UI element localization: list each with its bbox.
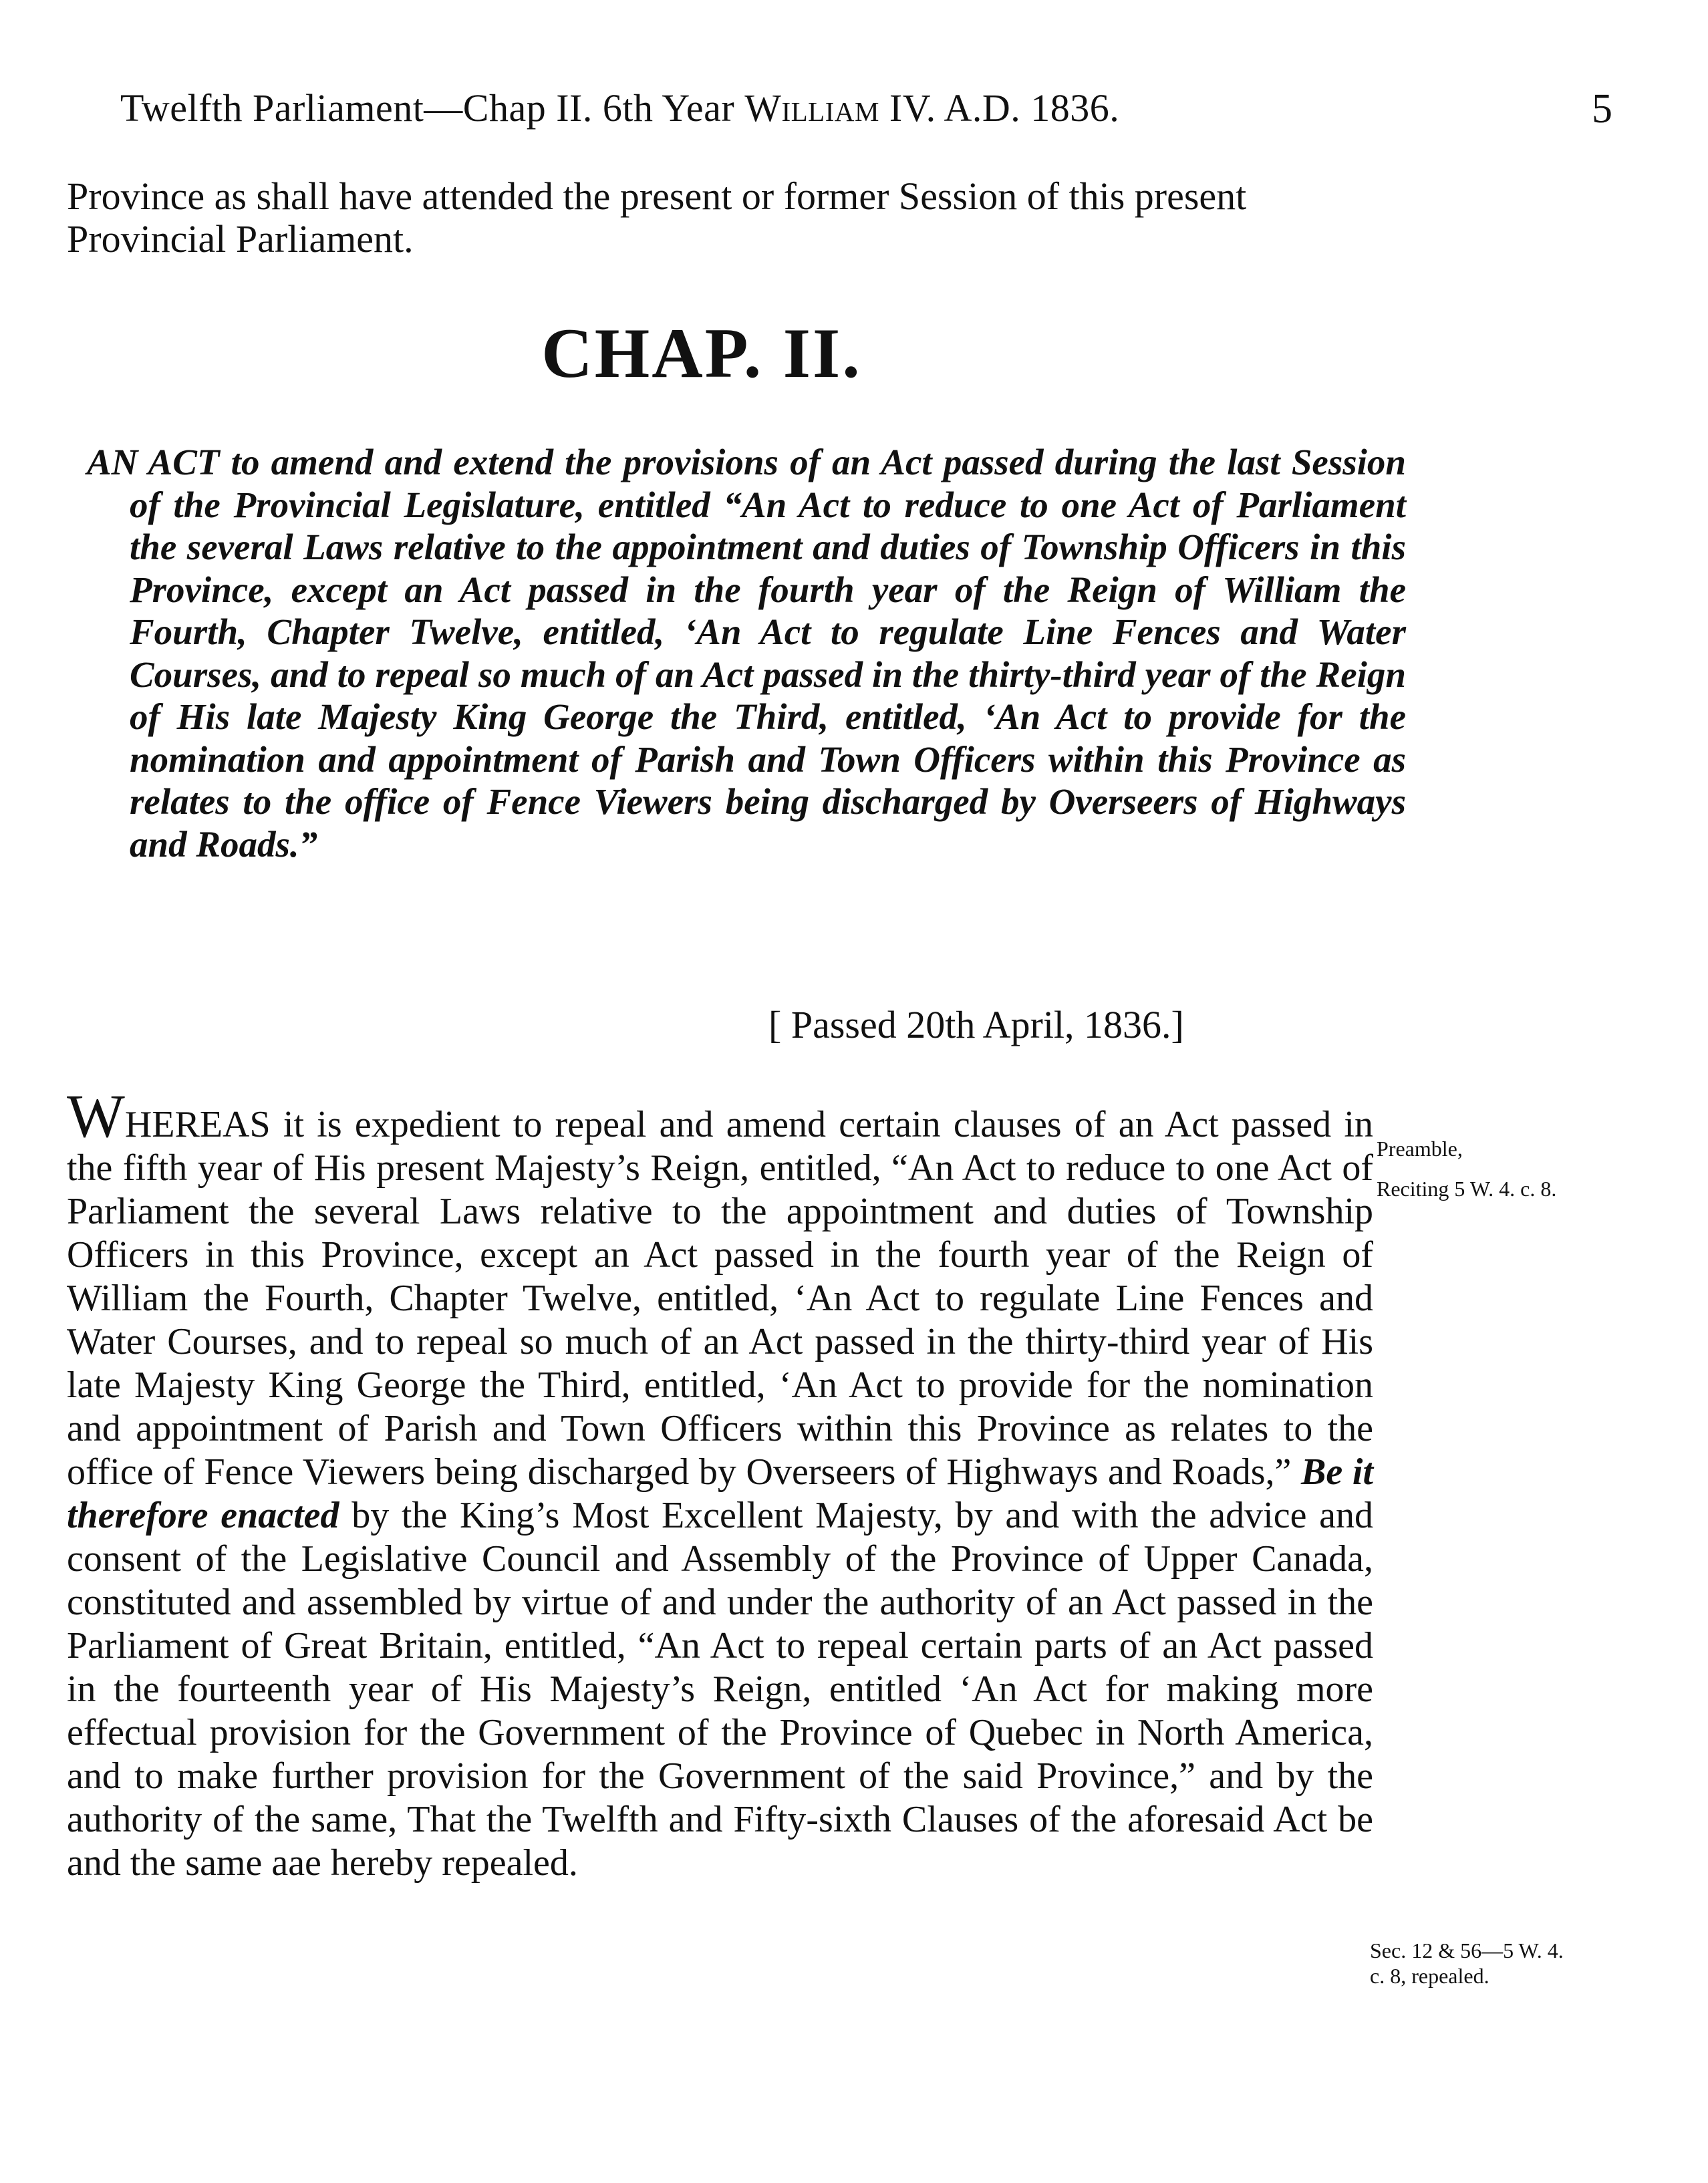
preamble-text-part1: HEREAS it is expedient to repeal and amend certain clauses of an Act passed in the fifth year of His present Majesty’s Reign, entitled, “An Act to reduce to one Act of Parliament the several Laws relative to the appointment and duties of Township Officers in this Province, except an Act passed in the fourth year of the Reign of William the Fourth, Chapter Twelve, entitled, ‘An Act to regulate Line Fences and Water Courses, and to repeal so much of an Act passed in the thirty-third year of His late Majesty King George the Third, entitled, ‘An Act to provide for the nomination and appointment of Parish and Town Officers within this Province as relates to the office of Fence Viewers being discharged by Overseers of Highways and Roads,” <box>67 1104 1373 1493</box>
drop-cap: W <box>67 1082 125 1150</box>
margin-note-reciting: Reciting 5 W. 4. c. 8. <box>1377 1177 1557 1201</box>
passed-date: [ Passed 20th April, 1836.] <box>768 1003 1184 1046</box>
running-head <box>120 86 1119 130</box>
page-number: 5 <box>1592 86 1612 132</box>
act-title: AN ACT to amend and extend the provisions of an Act passed during the last Session of the Provincial Legislature, entitled “An Act to reduce to one Act of Parliament the several Laws relative to the appointment and duties of Township Officers in this Province, except an Act passed in the fourth year of the Reign of William the Fourth, Chapter Twelve, entitled, ‘An Act to regulate Line Fences and Water Courses, and to repeal so much of an Act passed in the thirty-third year of the Reign of His late Majesty King George the Third, entitled, ‘An Act to provide for the nomination and appointment of Parish and Town Officers within this Province as relates to the office of Fence Viewers being discharged by Overseers of Highways and Roads.” <box>87 442 1406 865</box>
preamble-text-part2: by the King’s Most Excellent Majesty, by and with the advice and consent of the Legislative Council and Assembly of the Province of Upper Canada, constituted and assembled by virtue of and under the authority of an Act passed in the Parliament of Great Britain, entitled, “An Act to repeal certain parts of an Act passed in the fourteenth year of His Majesty’s Reign, entitled ‘An Act for making more effectual provision for the Government of the Province of Quebec in North America, and to make further provision for the Government of the said Province,” and by the authority of the same, That the Twelfth and Fifty-sixth Clauses of the aforesaid Act be and the same aae hereby repealed. <box>67 1495 1374 1884</box>
margin-note-section-repeal <box>1370 1938 1564 1989</box>
running-head-part2: IV. A.D. 1836. <box>879 86 1120 130</box>
running-head-part1: Twelfth Parliament—Chap II. 6th Year <box>120 86 745 130</box>
preamble-paragraph <box>67 1082 1374 1885</box>
margin-note-section-line2: c. 8, repealed. <box>1370 1964 1489 1988</box>
chapter-heading: CHAP. II. <box>541 314 862 392</box>
margin-note-section-line1: Sec. 12 & 56—5 W. 4. <box>1370 1938 1564 1962</box>
enacting-phrase: Be it therefore enacted <box>67 1451 1374 1536</box>
running-head-king-name: William <box>744 86 879 130</box>
margin-note-preamble: Preamble, <box>1377 1137 1463 1161</box>
carryover-paragraph: Province as shall have attended the present or former Session of this present Provincial Parliament. <box>67 174 1247 261</box>
